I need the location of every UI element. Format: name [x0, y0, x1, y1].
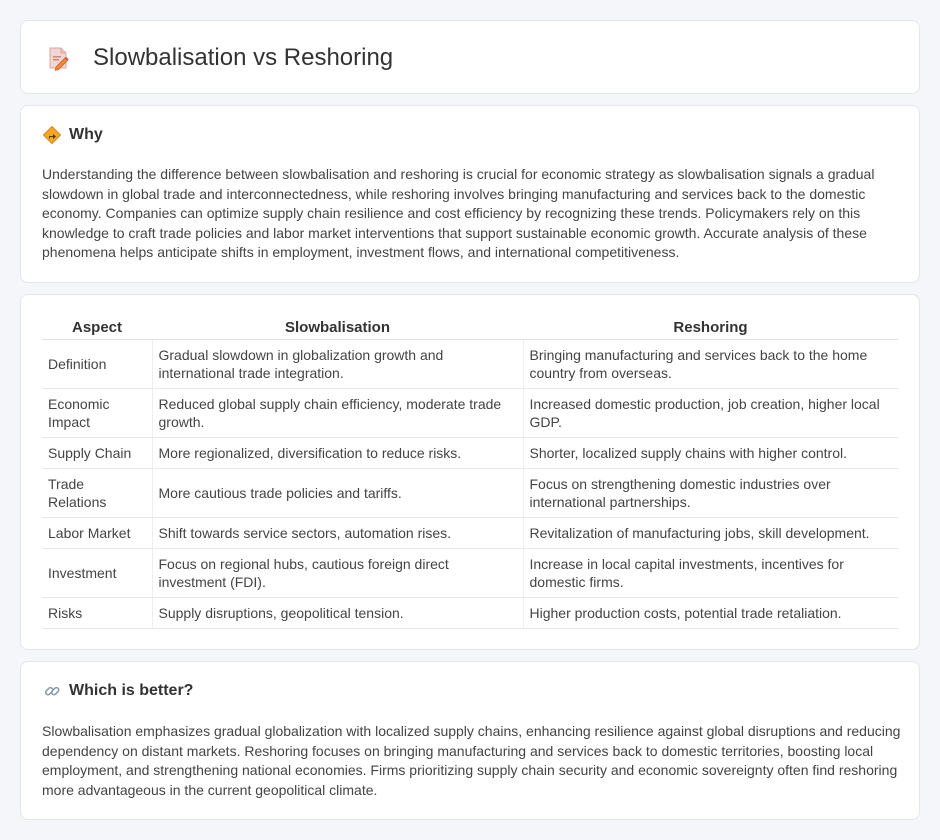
table-header-row [42, 315, 898, 339]
header-aspect: Aspect [42, 315, 152, 339]
why-section [20, 105, 920, 283]
slowbalisation-cell: Focus on regional hubs, cautious foreign direct investment (FDI). [152, 548, 523, 597]
table-row [42, 388, 898, 437]
header-card [20, 20, 920, 94]
reshoring-cell: Bringing manufacturing and services back to the home country from overseas. [523, 339, 898, 388]
which-is-better-section [20, 661, 920, 820]
aspect-cell: Risks [42, 597, 152, 628]
slowbalisation-cell: Supply disruptions, geopolitical tension. [152, 597, 523, 628]
slowbalisation-cell: Gradual slowdown in globalization growth and international trade integration. [152, 339, 523, 388]
aspect-cell: Supply Chain [42, 437, 152, 468]
slowbalisation-cell: Reduced global supply chain efficiency, moderate trade growth. [152, 388, 523, 437]
page-title: Slowbalisation vs Reshoring [93, 44, 394, 71]
reshoring-cell: Higher production costs, potential trade retaliation. [523, 597, 898, 628]
table-row [42, 468, 898, 517]
header-reshoring: Reshoring [523, 315, 898, 339]
table-row [42, 548, 898, 597]
why-title: Why [69, 126, 103, 143]
aspect-cell: Economic Impact [42, 388, 152, 437]
diamond-signpost-icon [43, 126, 61, 144]
which-is-better-title: Which is better? [69, 682, 194, 699]
reshoring-cell: Revitalization of manufacturing jobs, skill development. [523, 517, 898, 548]
header-slowbalisation: Slowbalisation [152, 315, 523, 339]
table-row [42, 597, 898, 628]
aspect-cell: Trade Relations [42, 468, 152, 517]
reshoring-cell: Increase in local capital investments, incentives for domestic firms. [523, 548, 898, 597]
aspect-cell: Investment [42, 548, 152, 597]
table-row [42, 437, 898, 468]
table-row [42, 517, 898, 548]
slowbalisation-cell: More cautious trade policies and tariffs. [152, 468, 523, 517]
comparison-table [42, 315, 898, 629]
link-icon [43, 682, 61, 700]
slowbalisation-cell: Shift towards service sectors, automation rises. [152, 517, 523, 548]
aspect-cell: Definition [42, 339, 152, 388]
which-is-better-paragraph: Slowbalisation emphasizes gradual globalization with localized supply chains, enhancing resilience against global disruptions and reducing dependency on distant markets. Reshoring focuses on bringing manufacturing and services back to domestic territories, boosting local employment, and strengthening national economies. Firms prioritizing supply chain security and economic sovereignty often find reshoring more advantageous in the current geopolitical climate. [42, 723, 901, 798]
comparison-section [20, 294, 920, 650]
document-pencil-icon [45, 45, 71, 71]
reshoring-cell: Increased domestic production, job creation, higher local GDP. [523, 388, 898, 437]
aspect-cell: Labor Market [42, 517, 152, 548]
slowbalisation-cell: More regionalized, diversification to reduce risks. [152, 437, 523, 468]
table-row [42, 339, 898, 388]
reshoring-cell: Focus on strengthening domestic industries over international partnerships. [523, 468, 898, 517]
why-paragraph: Understanding the difference between slowbalisation and reshoring is crucial for economic strategy as slowbalisation signals a gradual slowdown in global trade and interconnectedness, while reshoring involves bringing manufacturing and services back to the domestic economy. Companies can optimize supply chain resilience and cost efficiency by recognizing these trends. Policymakers rely on this knowledge to craft trade policies and labor market interventions that support sustainable economic growth. Accurate analysis of these phenomena helps anticipate shifts in employment, investment flows, and international competitiveness. [42, 166, 875, 261]
reshoring-cell: Shorter, localized supply chains with higher control. [523, 437, 898, 468]
